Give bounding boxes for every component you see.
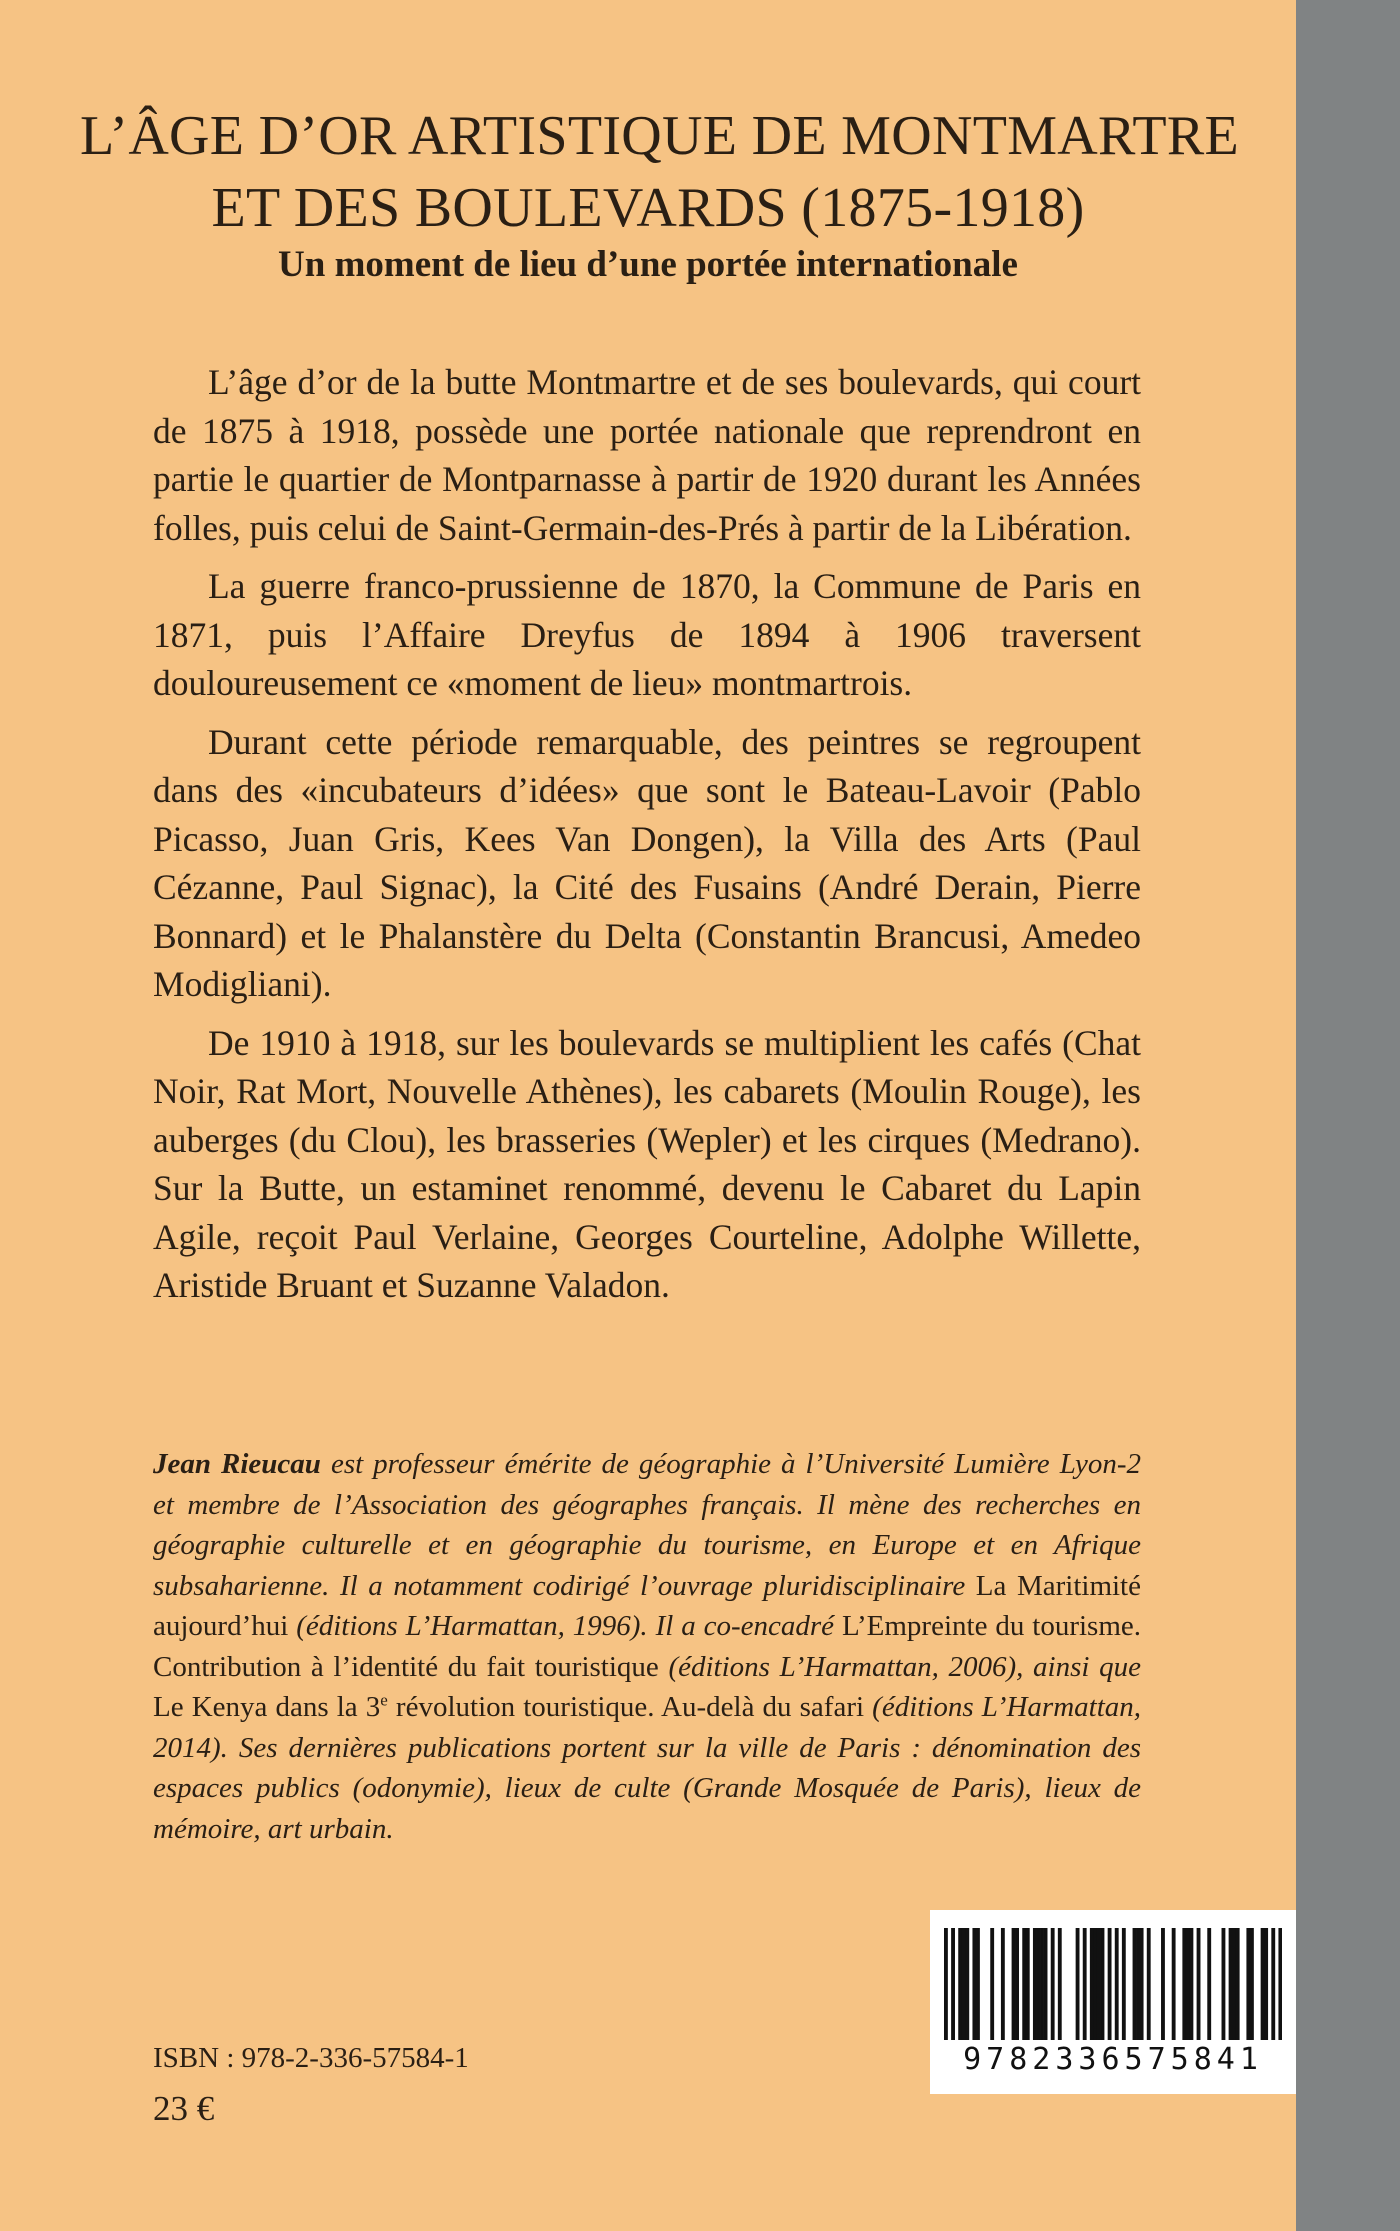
summary-paragraph: L’âge d’or de la butte Montmartre et de ses boulevards, qui court de 1875 à 1918, possède une portée nationale que reprendront en partie le quartier de Montparnasse à partir de 1920 durant les Années folles, puis celui de Saint-Germain-des-Prés à partir de la Libération. xyxy=(153,362,1141,548)
barcode-bar xyxy=(1278,1928,1282,2040)
barcode-bar xyxy=(1040,1928,1044,2040)
spine-strip xyxy=(1296,0,1400,2231)
barcode-bar xyxy=(1015,1928,1019,2040)
barcode-bar xyxy=(1182,1928,1186,2040)
book-reference: La Maritimité aujourd’hui xyxy=(153,1569,1141,1642)
barcode-bar xyxy=(972,1928,976,2040)
barcode-bar xyxy=(1133,1928,1137,2040)
barcode-bar xyxy=(1058,1928,1062,2040)
barcode-bar xyxy=(1207,1928,1211,2040)
barcode-bar xyxy=(1044,1928,1048,2040)
barcode-bar xyxy=(1136,1928,1140,2040)
barcode-bar xyxy=(1264,1928,1268,2040)
summary-paragraph: Durant cette période remarquable, des peintres se regroupent dans des «incubateurs d’idées» que sont le Bateau-Lavoir (Pablo Picasso, Juan Gris, Kees Van Dongen), la Villa des Arts (Paul Cézanne, Paul Signac), la Cité des Fusains (André Derain, Pierre Bonnard) et le Phalanstère du Delta (Constantin Brancusi, Amedeo Modigliani). xyxy=(153,721,1141,1004)
barcode-bars xyxy=(944,1928,1282,2040)
barcode xyxy=(930,1910,1296,2094)
barcode-bar xyxy=(1122,1928,1126,2040)
barcode-bar xyxy=(1236,1928,1240,2040)
barcode-bar xyxy=(1115,1928,1119,2040)
barcode-bar xyxy=(965,1928,969,2040)
barcode-bar xyxy=(1197,1928,1201,2040)
book-reference: Le Kenya dans la 3 xyxy=(153,1691,381,1723)
barcode-bar xyxy=(1097,1928,1101,2040)
book-title xyxy=(80,100,1239,244)
barcode-bar xyxy=(1189,1928,1193,2040)
book-subtitle: Un moment de lieu d’une portée internationale xyxy=(278,244,1018,285)
barcode-bar xyxy=(1172,1928,1176,2040)
barcode-bar xyxy=(1026,1928,1030,2040)
barcode-bar xyxy=(1033,1928,1037,2040)
barcode-bar xyxy=(1250,1928,1254,2040)
summary-text xyxy=(153,358,1141,1320)
bio-text: est professeur émérite de géographie à l’Université Lumière Lyon-2 et membre de l’Association des géographes français. Il mène des recherches en géographie culturelle et en géographie du tourisme, en Europe et en Afrique subsaharienne. Il a notamment codirigé l’ouvrage pluridisciplinaire xyxy=(153,1448,1141,1602)
barcode-bar xyxy=(1037,1928,1041,2040)
superscript: e xyxy=(380,1690,388,1710)
barcode-digits: 9782336575841 xyxy=(963,2042,1263,2077)
title-line-2: ET DES BOULEVARDS (1875-1918) xyxy=(211,177,1085,239)
barcode-bar xyxy=(1161,1928,1165,2040)
barcode-bar xyxy=(1147,1928,1151,2040)
book-reference: L’Empreinte du tourisme. Contribution à l’identité du fait touristique xyxy=(153,1610,1141,1683)
barcode-bar xyxy=(990,1928,994,2040)
author-name: Jean Rieucau xyxy=(153,1448,321,1480)
barcode-bar xyxy=(1012,1928,1016,2040)
barcode-bar xyxy=(962,1928,966,2040)
barcode-bar xyxy=(1186,1928,1190,2040)
barcode-bar xyxy=(1101,1928,1105,2040)
author-bio xyxy=(153,1444,1141,1849)
barcode-bar xyxy=(1232,1928,1236,2040)
barcode-bar xyxy=(1093,1928,1097,2040)
barcode-bar xyxy=(1246,1928,1250,2040)
barcode-bar xyxy=(1001,1928,1005,2040)
barcode-bar xyxy=(1051,1928,1055,2040)
barcode-bar xyxy=(976,1928,980,2040)
barcode-bar xyxy=(1222,1928,1226,2040)
barcode-bar xyxy=(1022,1928,1026,2040)
bio-text: (éditions L’Harmattan, 2014). Ses dernières publications portent sur la ville de Paris : dénomination des espaces publics (odonymie), lieux de culte (Grande Mosquée de Paris), lieux de mémoire, art urbain. xyxy=(153,1691,1142,1845)
price-text: 23 € xyxy=(153,2089,215,2128)
barcode-bar xyxy=(1083,1928,1087,2040)
barcode-bar xyxy=(1108,1928,1112,2040)
barcode-bar xyxy=(1076,1928,1080,2040)
summary-paragraph: De 1910 à 1918, sur les boulevards se multiplient les cafés (Chat Noir, Rat Mort, Nouvelle Athènes), les cabarets (Moulin Rouge), les auberges (du Clou), les brasseries (Wepler) et les cirques (Medrano). Sur la Butte, un estaminet renommé, devenu le Cabaret du Lapin Agile, reçoit Paul Verlaine, Georges Courteline, Adolphe Willette, Aristide Bruant et Suzanne Valadon. xyxy=(153,1022,1141,1305)
barcode-bar xyxy=(951,1928,955,2040)
barcode-bar xyxy=(1140,1928,1144,2040)
barcode-bar xyxy=(1271,1928,1275,2040)
bio-text: (éditions L’Harmattan, 1996). Il a co-encadré xyxy=(288,1610,842,1642)
barcode-bar xyxy=(958,1928,962,2040)
bio-text: (éditions L’Harmattan, 2006), ainsi que xyxy=(658,1650,1141,1683)
barcode-bar xyxy=(1229,1928,1233,2040)
summary-paragraph: La guerre franco-prussienne de 1870, la Commune de Paris en 1871, puis l’Affaire Dreyfus de 1894 à 1906 traversent douloureusement ce «moment de lieu» montmartrois. xyxy=(153,566,1141,703)
isbn-text: ISBN : 978-2-336-57584-1 xyxy=(153,2042,469,2074)
book-reference: révolution touristique. Au-delà du safari xyxy=(387,1691,865,1723)
title-line-1: L’ÂGE D’OR ARTISTIQUE DE MONTMARTRE xyxy=(80,105,1239,167)
barcode-bar xyxy=(1261,1928,1265,2040)
barcode-bar xyxy=(1090,1928,1094,2040)
barcode-bar xyxy=(944,1928,948,2040)
